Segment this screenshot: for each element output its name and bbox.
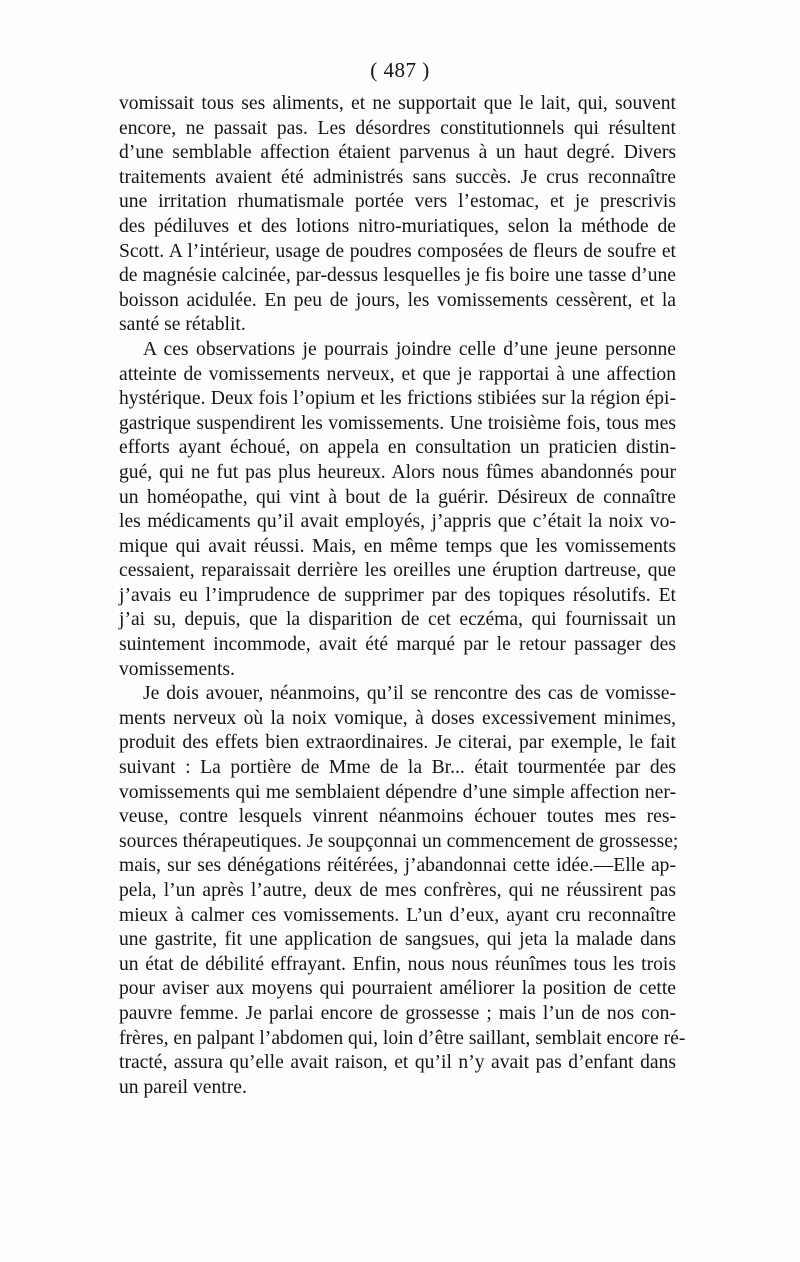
- text-line: encore, ne passait pas. Les désordres constitutionnels qui résultent: [119, 117, 676, 139]
- text-line: des pédiluves et des lotions nitro-muriatiques, selon la méthode de: [119, 215, 676, 237]
- text-line: frères, en palpant l’abdomen qui, loin d’être saillant, semblait encore ré-: [119, 1027, 686, 1049]
- text-line: suintement incommode, avait été marqué par le retour passager des: [119, 634, 676, 656]
- text-line: Scott. A l’intérieur, usage de poudres composées de fleurs de soufre et: [119, 240, 676, 262]
- text-line: un état de débilité effrayant. Enfin, nous nous réunîmes tous les trois: [119, 953, 676, 975]
- text-line: gastrique suspendirent les vomissements. Une troisième fois, tous mes: [119, 412, 676, 434]
- text-line: un pareil ventre.: [119, 1076, 247, 1098]
- text-line: d’une semblable affection étaient parvenus à un haut degré. Divers: [119, 142, 676, 164]
- text-line: veuse, contre lesquels vinrent néanmoins échouer toutes mes res-: [119, 806, 676, 828]
- text-line: vomissements.: [119, 658, 235, 680]
- text-line: Je dois avouer, néanmoins, qu’il se rencontre des cas de vomisse-: [143, 683, 676, 705]
- text-line: efforts ayant échoué, on appela en consultation un praticien distin-: [119, 437, 676, 459]
- text-line: A ces observations je pourrais joindre celle d’une jeune personne: [143, 338, 676, 360]
- text-line: pela, l’un après l’autre, deux de mes confrères, qui ne réussirent pas: [119, 880, 676, 901]
- text-line: boisson acidulée. En peu de jours, les vomissements cessèrent, et la: [119, 289, 676, 311]
- text-line: mais, sur ses dénégations réitérées, j’abandonnai cette idée.—Elle ap-: [119, 855, 676, 877]
- page-number: ( 487 ): [370, 58, 430, 82]
- text-line: suivant : La portière de Mme de la Br... était tourmentée par des: [119, 757, 676, 779]
- text-line: un homéopathe, qui vint à bout de la guérir. Désireux de connaître: [119, 486, 676, 508]
- text-line: j’avais eu l’imprudence de supprimer par des topiques résolutifs. Et: [119, 584, 676, 606]
- text-line: tracté, assura qu’elle avait raison, et qu’il n’y avait pas d’enfant dans: [119, 1052, 676, 1074]
- text-line: les médicaments qu’il avait employés, j’appris que c’était la noix vo-: [119, 511, 676, 533]
- text-line: santé se rétablit.: [119, 314, 246, 336]
- text-line: mieux à calmer ces vomissements. L’un d’eux, ayant cru reconnaître: [119, 904, 676, 926]
- text-line: j’ai su, depuis, que la disparition de cet eczéma, qui fournissait un: [119, 609, 676, 631]
- text-line: vomissements qui me semblaient dépendre d’une simple affection ner-: [119, 781, 676, 803]
- text-line: sources thérapeutiques. Je soupçonnai un commencement de grossesse;: [119, 830, 679, 852]
- text-line: de magnésie calcinée, par-dessus lesquelles je fis boire une tasse d’une: [119, 265, 676, 287]
- text-line: ments nerveux où la noix vomique, à doses excessivement minimes,: [119, 707, 676, 729]
- text-line: traitements avaient été administrés sans succès. Je crus reconnaître: [119, 166, 676, 188]
- text-line: gué, qui ne fut pas plus heureux. Alors nous fûmes abandonnés pour: [119, 461, 676, 483]
- text-line: atteinte de vomissements nerveux, et que je rapportai à une affection: [119, 363, 676, 385]
- text-line: une gastrite, fit une application de sangsues, qui jeta la malade dans: [119, 929, 676, 951]
- text-line: pour aviser aux moyens qui pourraient améliorer la position de cette: [119, 978, 676, 1000]
- body-text: [119, 92, 686, 1100]
- text-line: mique qui avait réussi. Mais, en même temps que les vomissements: [119, 535, 676, 557]
- text-line: pauvre femme. Je parlai encore de grossesse ; mais l’un de nos con-: [119, 1002, 676, 1024]
- text-line: hystérique. Deux fois l’opium et les frictions stibiées sur la région épi-: [119, 388, 676, 410]
- text-line: cessaient, reparaissait derrière les oreilles une éruption dartreuse, que: [119, 560, 676, 582]
- text-line: une irritation rhumatismale portée vers l’estomac, et je prescrivis: [119, 191, 676, 213]
- text-line: produit des effets bien extraordinaires. Je citerai, par exemple, le fait: [119, 732, 676, 754]
- text-line: vomissait tous ses aliments, et ne supportait que le lait, qui, souvent: [119, 93, 676, 114]
